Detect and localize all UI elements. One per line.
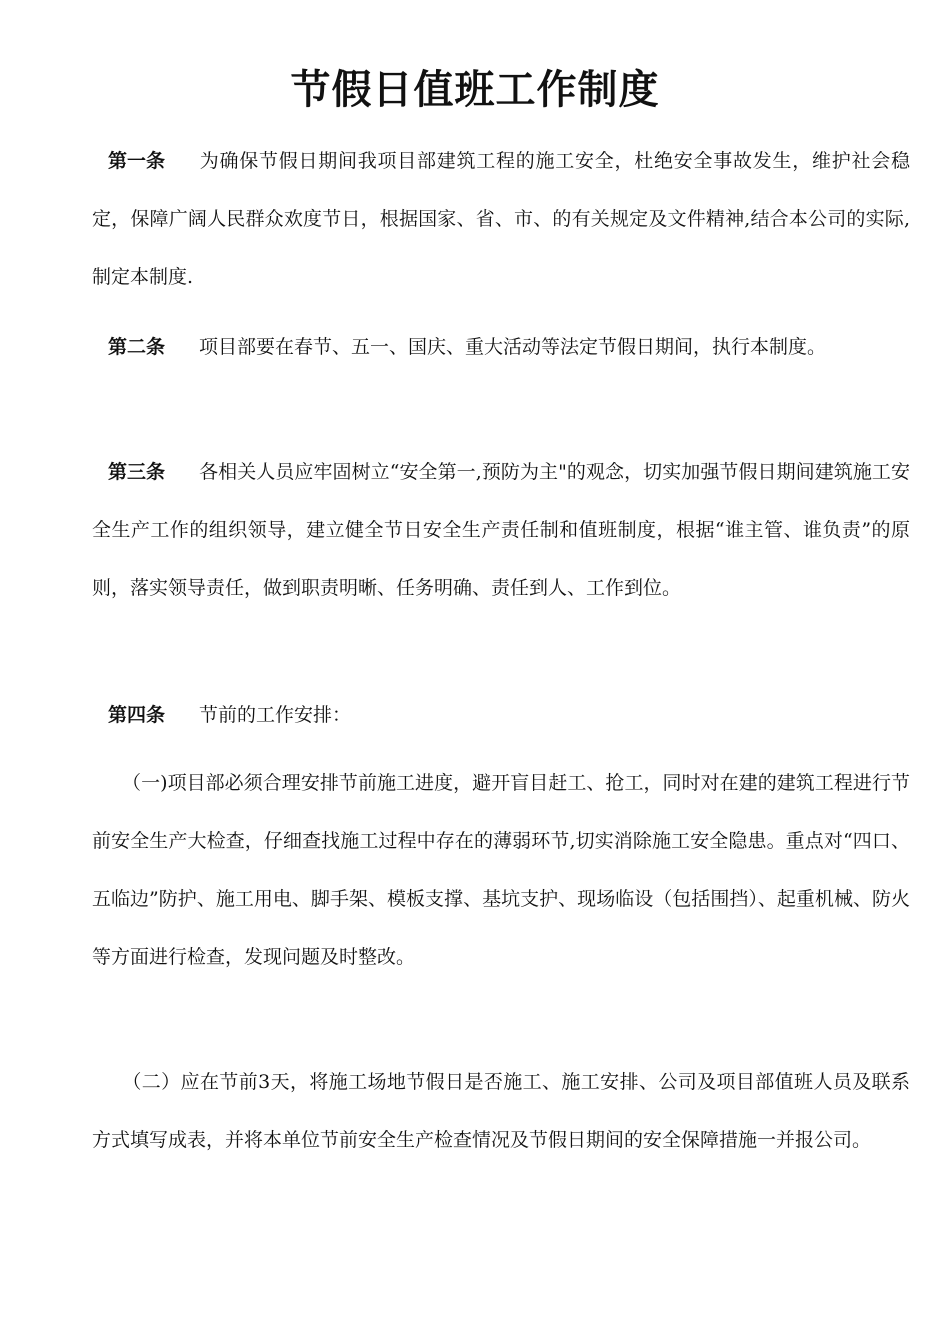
item-1-text: （一)项目部必须合理安排节前施工进度，避开盲目赶工、抢工，同时对在建的建筑工程进行节前安全生产大检查，仔细查找施工过程中存在的薄弱环节,切实消除施工安全隐患。重点对“四口、五临边”防护、施工用电、脚手架、模板支撑、基坑支护、现场临设（包括围挡）、起重机械、防火等方面进行检查，发现问题及时整改。 [92, 772, 910, 968]
article-4 [92, 686, 910, 744]
item-2 [92, 1053, 910, 1169]
article-1-label: 第一条 [108, 150, 166, 172]
article-1-text: 为确保节假日期间我项目部建筑工程的施工安全，杜绝安全事故发生，维护社会稳定，保障广阔人民群众欢度节日，根据国家、省、市、的有关规定及文件精神,结合本公司的实际,制定本制度. [92, 150, 910, 288]
article-4-label: 第四条 [108, 704, 166, 726]
article-1 [92, 132, 910, 306]
item-2-text: （二）应在节前3天，将施工场地节假日是否施工、施工安排、公司及项目部值班人员及联系方式填写成表，并将本单位节前安全生产检查情况及节假日期间的安全保障措施一并报公司。 [92, 1071, 910, 1151]
article-3 [92, 443, 910, 617]
article-2-text: 项目部要在春节、五一、国庆、重大活动等法定节假日期间，执行本制度。 [199, 336, 827, 358]
item-1 [92, 754, 910, 986]
article-4-text: 节前的工作安排： [199, 704, 352, 726]
article-3-label: 第三条 [108, 461, 166, 483]
document-title: 节假日值班工作制度 [290, 67, 660, 113]
article-3-text: 各相关人员应牢固树立“安全第一,预防为主"的观念，切实加强节假日期间建筑施工安全生产工作的组织领导，建立健全节日安全生产责任制和值班制度，根据“谁主管、谁负责”的原则，落实领导责任，做到职责明晰、任务明确、责任到人、工作到位。 [92, 461, 910, 599]
article-2 [92, 318, 910, 376]
article-2-label: 第二条 [108, 336, 166, 358]
